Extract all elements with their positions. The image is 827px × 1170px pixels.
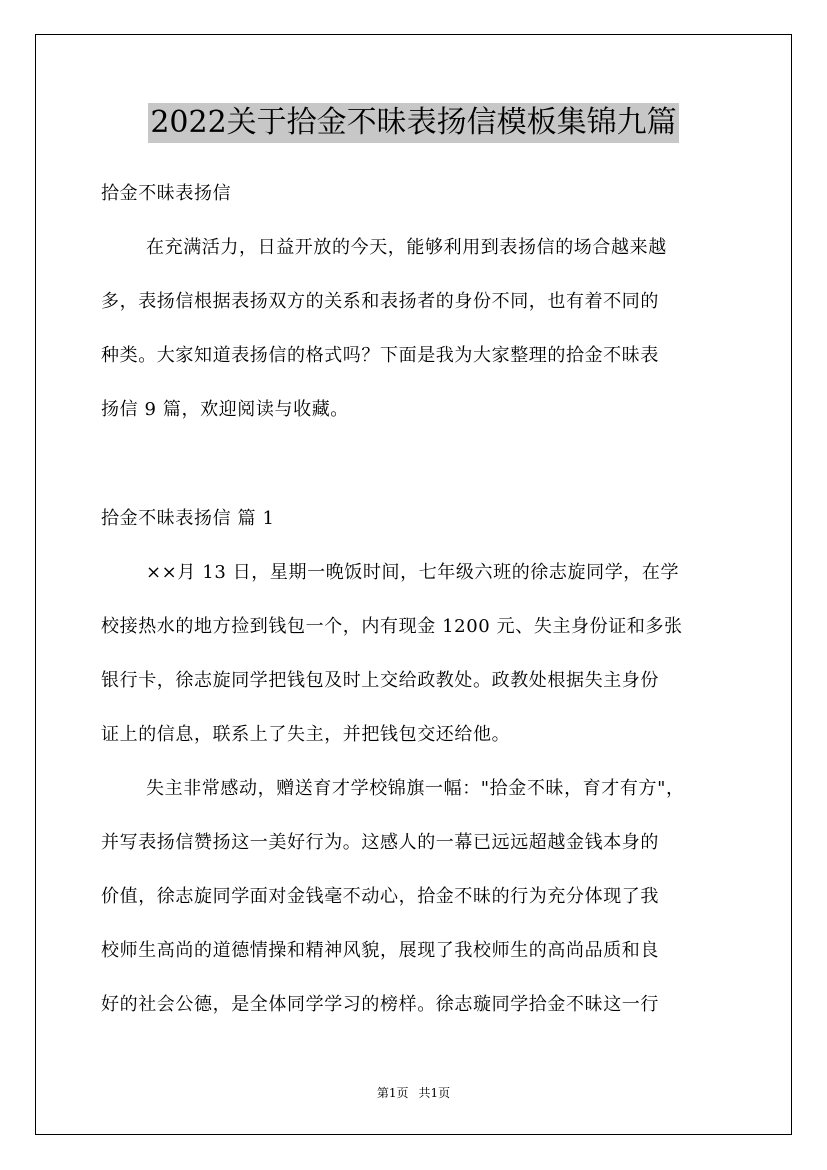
para1-line-4: 证上的信息，联系上了失主，并把钱包交还给他。 (101, 724, 511, 745)
para2-line-5: 好的社会公德，是全体同学学习的榜样。徐志璇同学拾金不昧这一行 (101, 994, 659, 1015)
document-title-text: 2022关于拾金不昧表扬信模板集锦九篇 (148, 103, 678, 143)
para2-line-4: 校师生高尚的道德情操和精神风貌，展现了我校师生的高尚品质和良 (101, 940, 659, 961)
page-number: 第1页 (376, 1086, 409, 1100)
para1-line-3: 银行卡，徐志旋同学把钱包及时上交给政教处。政教处根据失主身份 (101, 670, 659, 691)
intro-line-2: 多，表扬信根据表扬双方的关系和表扬者的身份不同，也有着不同的 (101, 291, 659, 312)
section-heading: 拾金不昧表扬信 篇 1 (101, 508, 275, 529)
intro-line-1: 在充满活力，日益开放的今天，能够利用到表扬信的场合越来越 (146, 237, 667, 258)
subtitle: 拾金不昧表扬信 (101, 183, 232, 204)
para2-line-3: 价值，徐志旋同学面对金钱毫不动心，拾金不昧的行为充分体现了我 (101, 886, 659, 907)
page-total: 共1页 (418, 1086, 451, 1100)
para1-line-1: ××月 13 日，星期一晚饭时间，七年级六班的徐志旋同学，在学 (146, 562, 680, 583)
para2-line-1: 失主非常感动，赠送育才学校锦旗一幅："拾金不昧，育才有方"， (146, 778, 685, 799)
para2-line-2: 并写表扬信赞扬这一美好行为。这感人的一幕已远远超越金钱本身的 (101, 832, 659, 853)
document-title (0, 102, 827, 143)
para1-line-2: 校接热水的地方捡到钱包一个，内有现金 1200 元、失主身份证和多张 (101, 616, 683, 637)
page-footer (0, 1085, 827, 1101)
intro-line-4: 扬信 9 篇，欢迎阅读与收藏。 (101, 399, 349, 420)
intro-line-3: 种类。大家知道表扬信的格式吗？下面是我为大家整理的拾金不昧表 (101, 345, 659, 366)
